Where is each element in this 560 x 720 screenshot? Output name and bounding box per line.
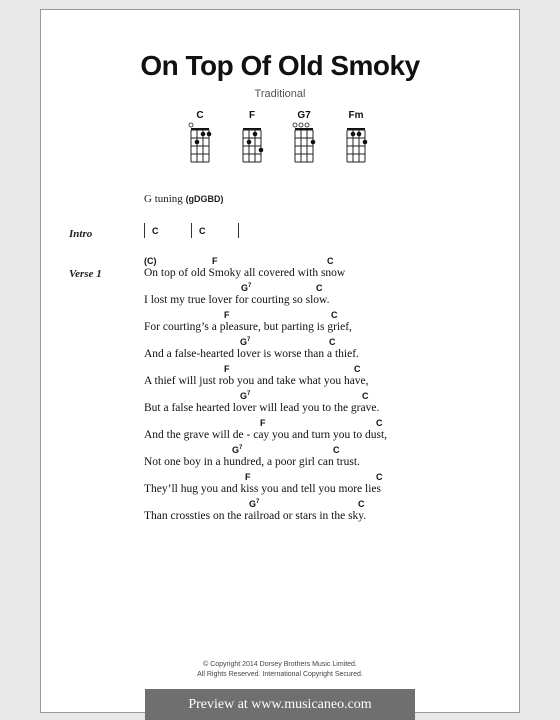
lyric-line: Not one boy in a hundred, a poor girl can trust. xyxy=(144,456,360,468)
sheet-page xyxy=(40,9,520,713)
chord-diagram-name: C xyxy=(196,110,204,121)
finger-dot xyxy=(311,140,316,145)
chord-symbol: C xyxy=(316,283,323,293)
intro-label: Intro xyxy=(69,228,93,240)
chord-symbol: F xyxy=(245,472,251,482)
lyric-line: A thief will just rob you and take what you have, xyxy=(144,375,369,387)
verse-line xyxy=(144,445,474,472)
fretboard-grid xyxy=(343,122,369,166)
verse-line xyxy=(144,283,474,310)
finger-dot xyxy=(195,140,200,145)
song-title: On Top Of Old Smoky xyxy=(140,50,420,81)
chord-symbol: $G^7$ xyxy=(240,391,251,401)
lyric-line: And the grave will de - cay you and turn you to dust, xyxy=(144,429,388,441)
chord-diagram-g7 xyxy=(291,110,317,166)
chord-symbol: C xyxy=(354,364,361,374)
chord-symbol: C xyxy=(376,418,383,428)
lyric-line: They’ll hug you and kiss you and tell you more lies xyxy=(144,483,381,495)
verse-line xyxy=(144,310,474,337)
chord-symbol: C xyxy=(333,445,340,455)
finger-dot xyxy=(253,132,258,137)
finger-dot xyxy=(351,132,356,137)
chord-diagram-c xyxy=(187,110,213,166)
verse-line xyxy=(144,364,474,391)
chord-symbol: C xyxy=(331,310,338,320)
lyric-line: And a false-hearted lover is worse than a thief. xyxy=(144,348,359,360)
lyric-line: But a false hearted lover will lead you to the grave. xyxy=(144,402,380,414)
chord-symbol: $G^7$ xyxy=(241,283,252,293)
verse-line xyxy=(144,418,474,445)
chord-diagram-name: Fm xyxy=(348,110,364,121)
chord-symbol: F xyxy=(224,364,230,374)
chord-diagrams xyxy=(41,110,519,170)
song-composer: Traditional xyxy=(254,88,306,100)
fretboard-grid xyxy=(291,122,317,166)
chord-diagram-name: F xyxy=(248,110,256,121)
tuning-name: G tuning xyxy=(144,193,183,205)
chord-diagram-fm xyxy=(343,110,369,166)
copyright-line: © Copyright 2014 Dorsey Brothers Music Limited. xyxy=(203,661,357,668)
open-string-marker xyxy=(293,123,297,127)
chord-symbol: $G^7$ xyxy=(249,499,260,509)
copyright-notice xyxy=(41,660,519,680)
barline xyxy=(144,223,145,238)
chord-symbol: C xyxy=(327,256,334,266)
open-string-marker xyxy=(189,123,193,127)
chord-symbol: C xyxy=(329,337,336,347)
finger-dot xyxy=(363,140,368,145)
intro-bar-chord: C xyxy=(152,226,159,236)
finger-dot xyxy=(247,140,252,145)
chord-diagram-f xyxy=(239,110,265,166)
finger-dot xyxy=(207,132,212,137)
verse-line xyxy=(144,472,474,499)
lyric-line: On top of old Smoky all covered with snow xyxy=(144,267,346,279)
chord-symbol: C xyxy=(358,499,365,509)
fretboard-grid xyxy=(239,122,265,166)
copyright-line: All Rights Reserved. International Copyright Secured. xyxy=(197,671,363,678)
fretboard-grid xyxy=(187,122,213,166)
barline xyxy=(191,223,192,238)
finger-dot xyxy=(357,132,362,137)
verse-line xyxy=(144,256,474,283)
barline xyxy=(238,223,239,238)
lyric-line: I lost my true lover for courting so slow. xyxy=(144,294,330,306)
lyric-line: Than crossties on the railroad or stars in the sky. xyxy=(144,510,367,522)
chord-symbol: F xyxy=(212,256,218,266)
verse-1 xyxy=(144,256,474,526)
verse-line xyxy=(144,337,474,364)
tuning-notes: (gDGBD) xyxy=(185,194,224,204)
open-string-marker xyxy=(299,123,303,127)
chord-symbol: C xyxy=(376,472,383,482)
preview-banner-link[interactable]: Preview at www.musicaneo.com xyxy=(145,689,415,720)
finger-dot xyxy=(259,148,264,153)
intro-bar-chord: C xyxy=(199,226,206,236)
verse-line xyxy=(144,391,474,418)
chord-diagram-name: G7 xyxy=(297,110,311,121)
tuning-label xyxy=(144,193,224,205)
open-string-marker xyxy=(305,123,309,127)
lyric-line: For courting’s a pleasure, but parting is grief, xyxy=(144,321,352,333)
chord-symbol: $G^7$ xyxy=(232,445,243,455)
chord-symbol: $G^7$ xyxy=(240,337,251,347)
finger-dot xyxy=(201,132,206,137)
verse-line xyxy=(144,499,474,526)
chord-symbol: (C) xyxy=(144,256,157,266)
chord-symbol: F xyxy=(260,418,266,428)
verse-label: Verse 1 xyxy=(69,268,102,280)
chord-symbol: F xyxy=(224,310,230,320)
chord-symbol: C xyxy=(362,391,369,401)
